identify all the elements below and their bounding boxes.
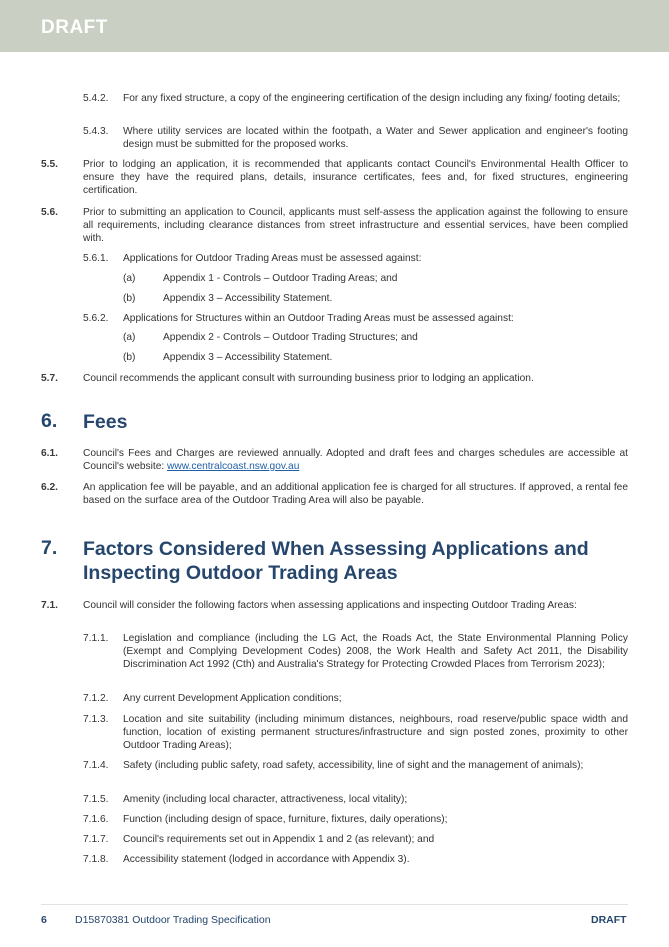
section-title: Fees xyxy=(83,411,128,433)
clause-text: Council recommends the applicant consult with surrounding business prior to lodging an application. xyxy=(83,373,534,384)
clause-text: Council will consider the following factors when assessing applications and inspecting Outdoor Trading Areas: xyxy=(83,600,577,611)
clause-number: 6.1. xyxy=(41,448,58,459)
section-number: 7. xyxy=(41,537,58,559)
clause-text: An application fee will be payable, and an additional application fee is charged for all structures. If approved, a rental fee based on the surface area of the Outdoor Trading Area will also be payable. xyxy=(83,482,628,507)
clause-number: 7.1.8. xyxy=(83,854,109,865)
clause-text: Safety (including public safety, road safety, accessibility, line of sight and the management of animals); xyxy=(123,760,584,771)
clause-number: 7.1.5. xyxy=(83,794,109,805)
clause-text: Amenity (including local character, attractiveness, local vitality); xyxy=(123,794,408,805)
sub-item-letter: (b) xyxy=(123,352,136,363)
sub-item-letter: (a) xyxy=(123,332,136,343)
section-title xyxy=(83,537,628,585)
clause-text: Function (including design of space, furniture, fixtures, daily operations); xyxy=(123,814,448,825)
clause-text xyxy=(83,447,628,473)
clause-text: Prior to lodging an application, it is recommended that applicants contact Council's Environmental Health Officer to ensure they have the required plans, details, insurance certificates, fees and, for fixed structures, engineering certification. xyxy=(83,159,628,197)
clause-number: 5.6. xyxy=(41,207,58,218)
section-number: 6. xyxy=(41,410,58,432)
clause-number: 5.6.2. xyxy=(83,313,109,324)
clause-number: 7.1.4. xyxy=(83,760,109,771)
clause-number: 5.4.3. xyxy=(83,126,109,137)
sub-item-text: Appendix 2 - Controls – Outdoor Trading Structures; and xyxy=(163,332,418,343)
clause-text: Where utility services are located within the footpath, a Water and Sewer application and engineer's footing design must be submitted for the proposed works. xyxy=(123,126,628,151)
sub-item-text: Appendix 1 - Controls – Outdoor Trading Areas; and xyxy=(163,273,398,284)
footer-divider xyxy=(41,904,628,905)
clause-number: 7.1.6. xyxy=(83,814,109,825)
clause-text: Any current Development Application conditions; xyxy=(123,693,342,704)
sub-item-text: Appendix 3 – Accessibility Statement. xyxy=(163,352,333,363)
clause-text: For any fixed structure, a copy of the engineering certification of the design including any fixing/ footing details; xyxy=(123,93,621,104)
clause-text: Location and site suitability (including minimum distances, neighbours, road reserve/public space width and function, location of existing permanent structures/infrastructure and sign posted zones, proximity to other Outdoor Trading Areas); xyxy=(123,714,628,752)
clause-number: 5.5. xyxy=(41,159,58,170)
clause-text: Council's requirements set out in Appendix 1 and 2 (as relevant); and xyxy=(123,834,435,845)
clause-text: Legislation and compliance (including the LG Act, the Roads Act, the State Environmental Planning Policy (Exempt and Complying Development Codes) 2008, the Work Health and Safety Act 2011, the Disability Discrimination Act 1992 (Cth) and Australia's Strategy for Protecting Crowded Places from Terrorism 2023); xyxy=(123,633,628,671)
draft-banner-label: DRAFT xyxy=(41,17,108,38)
clause-number: 7.1.2. xyxy=(83,693,109,704)
sub-item-letter: (b) xyxy=(123,293,136,304)
clause-number: 7.1. xyxy=(41,600,58,611)
council-website-link[interactable]: www.centralcoast.nsw.gov.au xyxy=(167,461,300,473)
clause-number: 7.1.1. xyxy=(83,633,109,644)
sub-item-letter: (a) xyxy=(123,273,136,284)
section-title-line: Inspecting Outdoor Trading Areas xyxy=(83,562,398,584)
document-title: D15870381 Outdoor Trading Specification xyxy=(75,914,271,926)
clause-text: Applications for Outdoor Trading Areas must be assessed against: xyxy=(123,253,422,264)
section-title-line: Factors Considered When Assessing Applications and xyxy=(83,538,589,560)
clause-number: 5.4.2. xyxy=(83,93,109,104)
page-number: 6 xyxy=(41,914,47,926)
clause-number: 5.7. xyxy=(41,373,58,384)
clause-text: Prior to submitting an application to Council, applicants must self-assess the application against the following to ensure all requirements, including clearance distances from street infrastructure and essential services, have been complied with. xyxy=(83,207,628,245)
clause-number: 7.1.7. xyxy=(83,834,109,845)
clause-text-body: Council's Fees and Charges are reviewed annually. Adopted and draft fees and charges schedules are accessible at Council's website: xyxy=(83,448,628,473)
footer-draft-label: DRAFT xyxy=(591,914,627,926)
clause-number: 6.2. xyxy=(41,482,58,493)
clause-number: 7.1.3. xyxy=(83,714,109,725)
clause-text: Applications for Structures within an Outdoor Trading Areas must be assessed against: xyxy=(123,313,514,324)
clause-number: 5.6.1. xyxy=(83,253,109,264)
clause-text: Accessibility statement (lodged in accordance with Appendix 3). xyxy=(123,854,410,865)
sub-item-text: Appendix 3 – Accessibility Statement. xyxy=(163,293,333,304)
